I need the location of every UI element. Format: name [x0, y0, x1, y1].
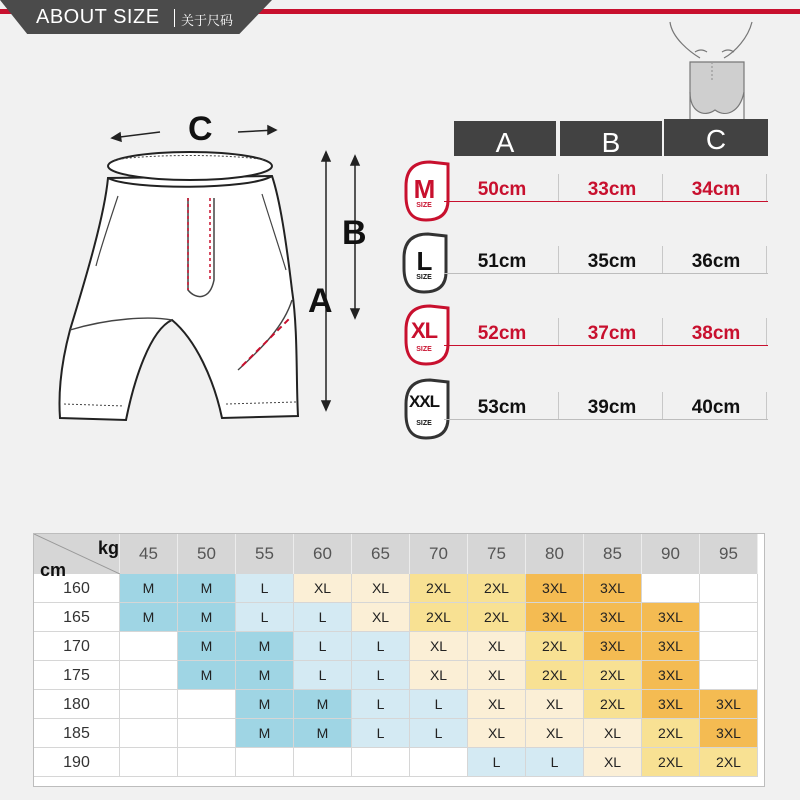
size-grid-cell: XL: [584, 748, 642, 777]
size-badge-caption: SIZE: [416, 274, 432, 281]
size-badge-l: [402, 240, 452, 296]
size-grid-cell: 2XL: [410, 574, 468, 603]
size-value-a: 53cm: [477, 397, 527, 418]
size-value-b: 33cm: [587, 179, 637, 200]
size-grid-cell: [178, 690, 236, 719]
size-grid-cell: [352, 748, 410, 777]
column-header-b: B: [560, 126, 662, 156]
size-badge-label: L: [416, 246, 432, 276]
size-grid-cell: [120, 661, 178, 690]
size-grid-cell: 2XL: [468, 603, 526, 632]
size-grid-cell: XL: [410, 632, 468, 661]
weight-header: 80: [526, 534, 584, 574]
cell-divider: [662, 318, 663, 346]
size-grid-cell: XL: [468, 632, 526, 661]
size-grid-cell: L: [352, 661, 410, 690]
weight-header: 90: [642, 534, 700, 574]
grid-corner: [34, 534, 120, 580]
cell-divider: [558, 246, 559, 274]
height-header: 175: [34, 661, 120, 690]
size-grid-cell: XL: [584, 719, 642, 748]
size-badge-m: [402, 168, 452, 224]
size-grid-cell: M: [236, 690, 294, 719]
size-grid-cell: 3XL: [526, 574, 584, 603]
weight-header: 65: [352, 534, 410, 574]
size-grid-cell: 2XL: [410, 603, 468, 632]
size-grid-cell: 2XL: [468, 574, 526, 603]
size-grid-cell: XL: [468, 661, 526, 690]
size-grid-cell: L: [294, 603, 352, 632]
size-grid-cell: M: [178, 632, 236, 661]
size-grid-cell: 3XL: [584, 632, 642, 661]
size-grid-cell: 3XL: [642, 661, 700, 690]
size-grid-cell: M: [294, 690, 352, 719]
height-header: 165: [34, 603, 120, 632]
height-unit-label: cm: [40, 560, 67, 580]
size-grid-cell: XL: [526, 690, 584, 719]
size-grid-cell: XL: [526, 719, 584, 748]
size-grid-cell: M: [294, 719, 352, 748]
size-grid-cell: M: [120, 603, 178, 632]
page-subtitle: 关于尺码: [181, 13, 234, 28]
weight-header: 75: [468, 534, 526, 574]
size-grid-cell: L: [410, 719, 468, 748]
cell-divider: [558, 392, 559, 420]
size-grid-cell: [700, 574, 758, 603]
size-value-b: 37cm: [587, 323, 637, 344]
cell-divider: [766, 318, 767, 346]
size-value-c: 34cm: [691, 179, 741, 200]
weight-header: 95: [700, 534, 758, 574]
size-value-b: 39cm: [587, 397, 637, 418]
size-grid-cell: 2XL: [584, 690, 642, 719]
size-grid-cell: [700, 603, 758, 632]
cell-divider: [558, 318, 559, 346]
dimension-label-b: B: [342, 214, 367, 252]
row-underline: [444, 419, 768, 420]
size-grid-cell: 3XL: [526, 603, 584, 632]
size-grid-cell: [294, 748, 352, 777]
size-value-b: 35cm: [587, 251, 637, 272]
weight-header: 50: [178, 534, 236, 574]
size-badge-caption: SIZE: [416, 420, 432, 427]
size-grid-cell: [178, 748, 236, 777]
size-badge-label: XL: [410, 318, 438, 343]
size-grid-cell: 3XL: [642, 603, 700, 632]
cell-divider: [662, 174, 663, 202]
size-grid-cell: [178, 719, 236, 748]
size-badge-label: M: [413, 174, 435, 204]
size-row-xl: [444, 314, 768, 346]
height-header: 170: [34, 632, 120, 661]
height-header: 185: [34, 719, 120, 748]
size-grid-cell: XL: [410, 661, 468, 690]
size-grid-cell: L: [236, 574, 294, 603]
size-grid-cell: L: [410, 690, 468, 719]
size-grid-cell: L: [468, 748, 526, 777]
size-grid-cell: 2XL: [526, 661, 584, 690]
size-value-a: 50cm: [477, 179, 527, 200]
size-grid-cell: M: [120, 574, 178, 603]
size-grid-cell: [120, 719, 178, 748]
size-badge-caption: SIZE: [416, 346, 432, 353]
size-grid-cell: XL: [468, 719, 526, 748]
size-grid-cell: [642, 574, 700, 603]
size-badge-caption: SIZE: [416, 202, 432, 209]
size-badge-xxl: [402, 386, 452, 442]
size-grid-cell: M: [178, 574, 236, 603]
size-grid-cell: 2XL: [700, 748, 758, 777]
size-grid-cell: [410, 748, 468, 777]
size-grid-cell: L: [526, 748, 584, 777]
height-header: 190: [34, 748, 120, 777]
weight-header: 60: [294, 534, 352, 574]
size-badge-xl: [402, 312, 452, 368]
weight-unit-label: kg: [98, 538, 120, 558]
size-grid-cell: 3XL: [642, 690, 700, 719]
size-grid-cell: 2XL: [642, 719, 700, 748]
cell-divider: [766, 174, 767, 202]
size-grid-cell: M: [236, 719, 294, 748]
size-value-c: 36cm: [691, 251, 741, 272]
dimension-label-a: A: [308, 282, 333, 320]
size-grid-cell: 3XL: [584, 603, 642, 632]
dimension-label-c: C: [188, 110, 213, 148]
size-grid-cell: [120, 748, 178, 777]
size-grid-cell: M: [178, 661, 236, 690]
size-row-l: [444, 242, 768, 274]
size-grid-cell: M: [178, 603, 236, 632]
size-grid-cell: L: [294, 661, 352, 690]
size-grid-cell: L: [236, 603, 294, 632]
size-value-a: 52cm: [477, 323, 527, 344]
size-grid-cell: 2XL: [584, 661, 642, 690]
row-underline: [444, 345, 768, 346]
size-grid-cell: [236, 748, 294, 777]
size-grid-cell: [700, 661, 758, 690]
size-grid-cell: XL: [352, 574, 410, 603]
column-header-c: C: [664, 119, 768, 156]
size-badge-label: XXL: [408, 392, 440, 411]
cell-divider: [558, 174, 559, 202]
size-grid-cell: 2XL: [642, 748, 700, 777]
size-grid-cell: XL: [352, 603, 410, 632]
size-grid-cell: [120, 632, 178, 661]
size-value-a: 51cm: [477, 251, 527, 272]
size-grid-cell: 3XL: [700, 719, 758, 748]
size-value-c: 38cm: [691, 323, 741, 344]
size-row-m: [444, 170, 768, 202]
size-grid-cell: L: [352, 719, 410, 748]
size-grid-cell: M: [236, 632, 294, 661]
row-underline: [444, 201, 768, 202]
size-value-c: 40cm: [691, 397, 741, 418]
cell-divider: [766, 392, 767, 420]
weight-header: 70: [410, 534, 468, 574]
weight-header: 85: [584, 534, 642, 574]
size-grid-cell: XL: [294, 574, 352, 603]
size-grid-cell: 3XL: [584, 574, 642, 603]
size-chart-grid: [33, 533, 765, 787]
size-grid-cell: 3XL: [642, 632, 700, 661]
row-underline: [444, 273, 768, 274]
column-header-a: A: [454, 126, 556, 156]
page-title: ABOUT SIZE: [36, 6, 160, 28]
size-grid-cell: M: [236, 661, 294, 690]
cell-divider: [662, 246, 663, 274]
weight-header: 55: [236, 534, 294, 574]
weight-header: 45: [120, 534, 178, 574]
size-grid-cell: [700, 632, 758, 661]
cell-divider: [766, 246, 767, 274]
size-grid-cell: L: [352, 690, 410, 719]
size-grid-cell: L: [352, 632, 410, 661]
shorts-drawing: [59, 152, 298, 420]
size-row-xxl: [444, 388, 768, 420]
cell-divider: [662, 392, 663, 420]
size-grid-cell: 3XL: [700, 690, 758, 719]
height-header: 180: [34, 690, 120, 719]
size-grid-cell: L: [294, 632, 352, 661]
size-grid-cell: XL: [468, 690, 526, 719]
height-header: 160: [34, 574, 120, 603]
model-illustration: [670, 22, 752, 120]
size-grid-cell: [120, 690, 178, 719]
size-grid-cell: 2XL: [526, 632, 584, 661]
